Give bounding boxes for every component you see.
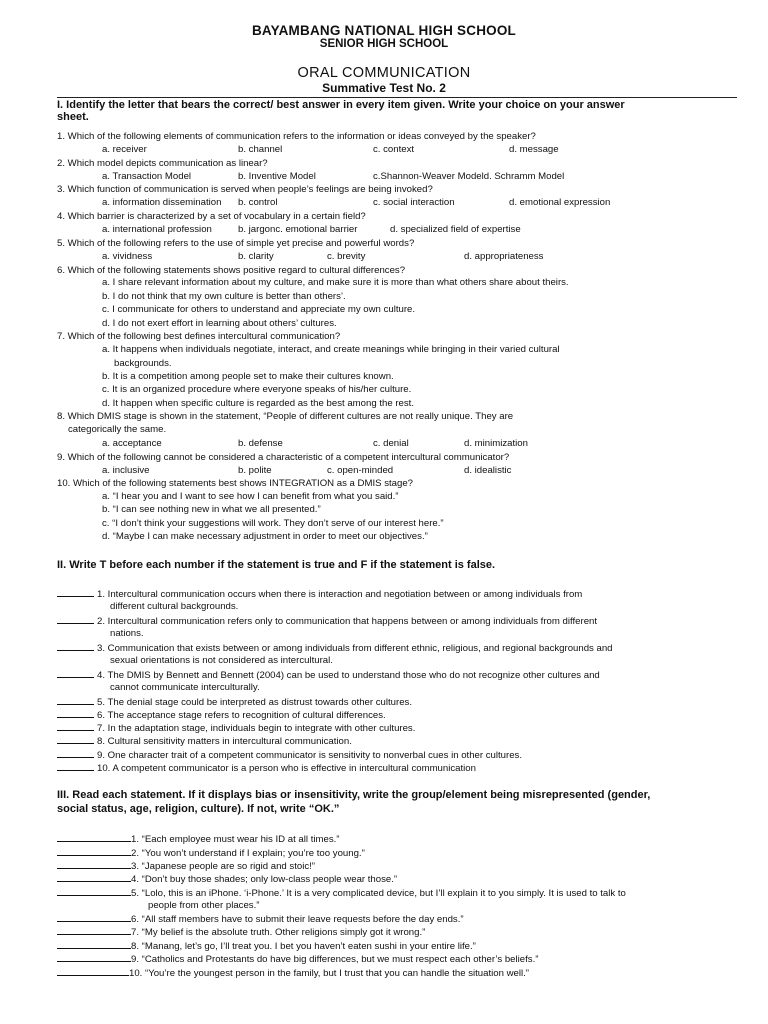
tf-statement: 8. Cultural sensitivity matters in intercultural communication. <box>97 736 352 747</box>
bias-item <box>57 967 529 980</box>
question-9-option: c. open-minded <box>327 465 394 476</box>
question-1-option: b. channel <box>238 144 283 155</box>
answer-blank[interactable] <box>57 967 129 976</box>
question-10-option: c. “I don’t think your suggestions will work. They don’t serve of our interest here.” <box>102 518 444 529</box>
question-6: 6. Which of the following statements shows positive regard to cultural differences? <box>57 265 406 276</box>
answer-blank[interactable] <box>57 722 94 731</box>
tf-statement: 6. The acceptance stage refers to recognition of cultural differences. <box>97 710 386 721</box>
answer-blank[interactable] <box>57 669 94 678</box>
question-7-option: b. It is a competition among people set to make their cultures known. <box>102 371 394 382</box>
answer-blank[interactable] <box>57 709 94 718</box>
tf-statement: 7. In the adaptation stage, individuals begin to integrate with other cultures. <box>97 723 416 734</box>
test-title: Summative Test No. 2 <box>322 81 446 95</box>
question-8-option: a. acceptance <box>102 438 162 449</box>
tf-item <box>57 722 415 735</box>
question-5-option: d. appropriateness <box>464 251 544 262</box>
part1-instruction: I. Identify the letter that bears the correct/ best answer in every item given. Write your choice on your answer <box>57 99 625 111</box>
question-10: 10. Which of the following statements best shows INTEGRATION as a DMIS stage? <box>57 478 413 489</box>
question-1-option: c. context <box>373 144 415 155</box>
answer-blank[interactable] <box>57 940 131 949</box>
tf-statement: 2. Intercultural communication refers only to communication that happens between or among individuals from different <box>97 616 598 627</box>
question-10-option: a. “I hear you and I want to see how I can benefit from what you said.” <box>102 491 399 502</box>
bias-item <box>57 833 339 846</box>
question-9-option: b. polite <box>238 465 272 476</box>
question-5-option: c. brevity <box>327 251 366 262</box>
tf-item <box>57 762 476 775</box>
bias-statement: 1. “Each employee must wear his ID at all times.” <box>131 834 340 845</box>
question-1-option: d. message <box>509 144 559 155</box>
question-1-option: a. receiver <box>102 144 147 155</box>
tf-statement: 5. The denial stage could be interpreted as distrust towards other cultures. <box>97 697 412 708</box>
question-2-option: a. Transaction Model <box>102 171 192 182</box>
tf-item <box>57 735 352 748</box>
bias-statement: 4. “Don’t buy those shades; only low-class people wear those.” <box>131 874 398 885</box>
answer-blank[interactable] <box>57 588 94 597</box>
bias-item <box>57 887 626 900</box>
question-5: 5. Which of the following refers to the use of simple yet precise and powerful words? <box>57 238 415 249</box>
bias-item <box>57 847 365 860</box>
tf-item <box>57 709 386 722</box>
tf-item <box>57 749 522 762</box>
bias-statement-cont: people from other places.” <box>148 900 260 911</box>
bias-item <box>57 913 464 926</box>
bias-statement: 8. “Manang, let’s go, I’ll treat you. I bet you haven’t eaten sushi in your entire life.” <box>131 941 476 952</box>
question-2-option: c.Shannon-Weaver Modeld. Schramm Model <box>373 171 565 182</box>
answer-blank[interactable] <box>57 847 131 856</box>
question-9: 9. Which of the following cannot be considered a characteristic of a competent intercultural communicator? <box>57 452 510 463</box>
answer-blank[interactable] <box>57 833 131 842</box>
answer-blank[interactable] <box>57 735 94 744</box>
bias-item <box>57 873 397 886</box>
question-3: 3. Which function of communication is served when people’s feelings are being invoked? <box>57 184 433 195</box>
question-6-option: d. I do not exert effort in learning about others’ cultures. <box>102 318 337 329</box>
answer-blank[interactable] <box>57 696 94 705</box>
answer-blank[interactable] <box>57 913 131 922</box>
answer-blank[interactable] <box>57 860 131 869</box>
question-10-option: b. “I can see nothing new in what we all presented.” <box>102 504 321 515</box>
part1-instruction-cont: sheet. <box>57 111 89 123</box>
answer-blank[interactable] <box>57 887 131 896</box>
school-name: BAYAMBANG NATIONAL HIGH SCHOOL <box>251 23 517 38</box>
bias-item <box>57 926 425 939</box>
question-2-option: b. Inventive Model <box>238 171 316 182</box>
bias-statement: 2. “You won’t understand if I explain; you’re too young.” <box>131 848 365 859</box>
question-8-option: d. minimization <box>464 438 528 449</box>
part2-instruction: II. Write T before each number if the statement is true and F if the statement is false. <box>57 559 496 571</box>
answer-blank[interactable] <box>57 953 131 962</box>
bias-statement: 7. “My belief is the absolute truth. Other religions simply got it wrong.” <box>131 927 426 938</box>
tf-item <box>57 615 597 628</box>
bias-item <box>57 860 315 873</box>
tf-statement-cont: sexual orientations is not considered as intercultural. <box>110 655 333 666</box>
tf-item <box>57 669 600 682</box>
tf-item <box>57 642 613 655</box>
question-2: 2. Which model depicts communication as linear? <box>57 158 268 169</box>
bias-statement: 5. “Lolo, this is an iPhone. ‘i-Phone.’ It is a very complicated device, but I’ll explain it to you simply. It is used to talk to <box>131 888 626 899</box>
tf-statement-cont: different cultural backgrounds. <box>110 601 239 612</box>
bias-statement: 3. “Japanese people are so rigid and stoic!” <box>131 861 315 872</box>
tf-item <box>57 588 582 601</box>
bias-statement: 10. “You’re the youngest person in the family, but I trust that you can handle the situation well.” <box>129 968 529 979</box>
question-4-option: a. international profession <box>102 224 212 235</box>
question-3-option: a. information dissemination <box>102 197 222 208</box>
bias-item <box>57 953 538 966</box>
question-10-option: d. “Maybe I can make necessary adjustment in order to meet our objectives.” <box>102 531 428 542</box>
school-division: SENIOR HIGH SCHOOL <box>319 38 449 50</box>
question-6-option: c. I communicate for others to understand and appreciate my own culture. <box>102 304 416 315</box>
answer-blank[interactable] <box>57 749 94 758</box>
tf-statement-cont: nations. <box>110 628 144 639</box>
answer-blank[interactable] <box>57 642 94 651</box>
question-1: 1. Which of the following elements of communication refers to the information or ideas conveyed by the speaker? <box>57 131 536 142</box>
question-8-cont: categorically the same. <box>68 424 167 435</box>
question-4: 4. Which barrier is characterized by a set of vocabulary in a certain field? <box>57 211 366 222</box>
question-6-option: a. I share relevant information about my culture, and make sure it is more than what others share about theirs. <box>102 277 569 288</box>
tf-statement: 9. One character trait of a competent communicator is sensitivity to nonverbal cues in other cultures. <box>97 750 522 761</box>
answer-blank[interactable] <box>57 615 94 624</box>
question-5-option: a. vividness <box>102 251 153 262</box>
question-7-option: d. It happen when specific culture is regarded as the best among the rest. <box>102 398 414 409</box>
subject-title: ORAL COMMUNICATION <box>297 65 471 81</box>
tf-statement: 3. Communication that exists between or among individuals from different ethnic, religious, and regional backgrounds and <box>97 643 613 654</box>
tf-statement: 1. Intercultural communication occurs when there is interaction and negotiation between or among individuals from <box>97 589 583 600</box>
question-3-option: d. emotional expression <box>509 197 611 208</box>
question-4-option: d. specialized field of expertise <box>390 224 521 235</box>
question-3-option: c. social interaction <box>373 197 455 208</box>
tf-statement-cont: cannot communicate interculturally. <box>110 682 260 693</box>
question-8-option: c. denial <box>373 438 409 449</box>
answer-blank[interactable] <box>57 762 94 771</box>
question-8: 8. Which DMIS stage is shown in the statement, “People of different cultures are not really unique. They are <box>57 411 514 422</box>
question-7-option: c. It is an organized procedure where everyone speaks of his/her culture. <box>102 384 412 395</box>
header-divider <box>57 97 737 98</box>
tf-item <box>57 696 412 709</box>
question-6-option: b. I do not think that my own culture is better than others’. <box>102 291 346 302</box>
bias-statement: 6. “All staff members have to submit their leave requests before the day ends.” <box>131 914 464 925</box>
question-8-option: b. defense <box>238 438 283 449</box>
question-7-option: backgrounds. <box>114 358 172 369</box>
question-9-option: a. inclusive <box>102 465 150 476</box>
part3-instruction: III. Read each statement. If it displays bias or insensitivity, write the group/element being misrepresented (gender, <box>57 789 651 801</box>
question-3-option: b. control <box>238 197 278 208</box>
question-7-option: a. It happens when individuals negotiate, interact, and create meanings while bringing in their varied cultural <box>102 344 560 355</box>
answer-blank[interactable] <box>57 873 131 882</box>
question-7: 7. Which of the following best defines intercultural communication? <box>57 331 341 342</box>
bias-item <box>57 940 476 953</box>
answer-blank[interactable] <box>57 926 131 935</box>
question-4-option: b. jargonc. emotional barrier <box>238 224 358 235</box>
question-9-option: d. idealistic <box>464 465 512 476</box>
part3-instruction-cont: social status, age, religion, culture). If not, write “OK.” <box>57 803 340 815</box>
tf-statement: 10. A competent communicator is a person who is effective in intercultural communication <box>97 763 476 774</box>
tf-statement: 4. The DMIS by Bennett and Bennett (2004) can be used to understand those who do not recognize other cultures and <box>97 670 600 681</box>
question-5-option: b. clarity <box>238 251 274 262</box>
bias-statement: 9. “Catholics and Protestants do have big differences, but we must respect each other’s beliefs.” <box>131 954 539 965</box>
